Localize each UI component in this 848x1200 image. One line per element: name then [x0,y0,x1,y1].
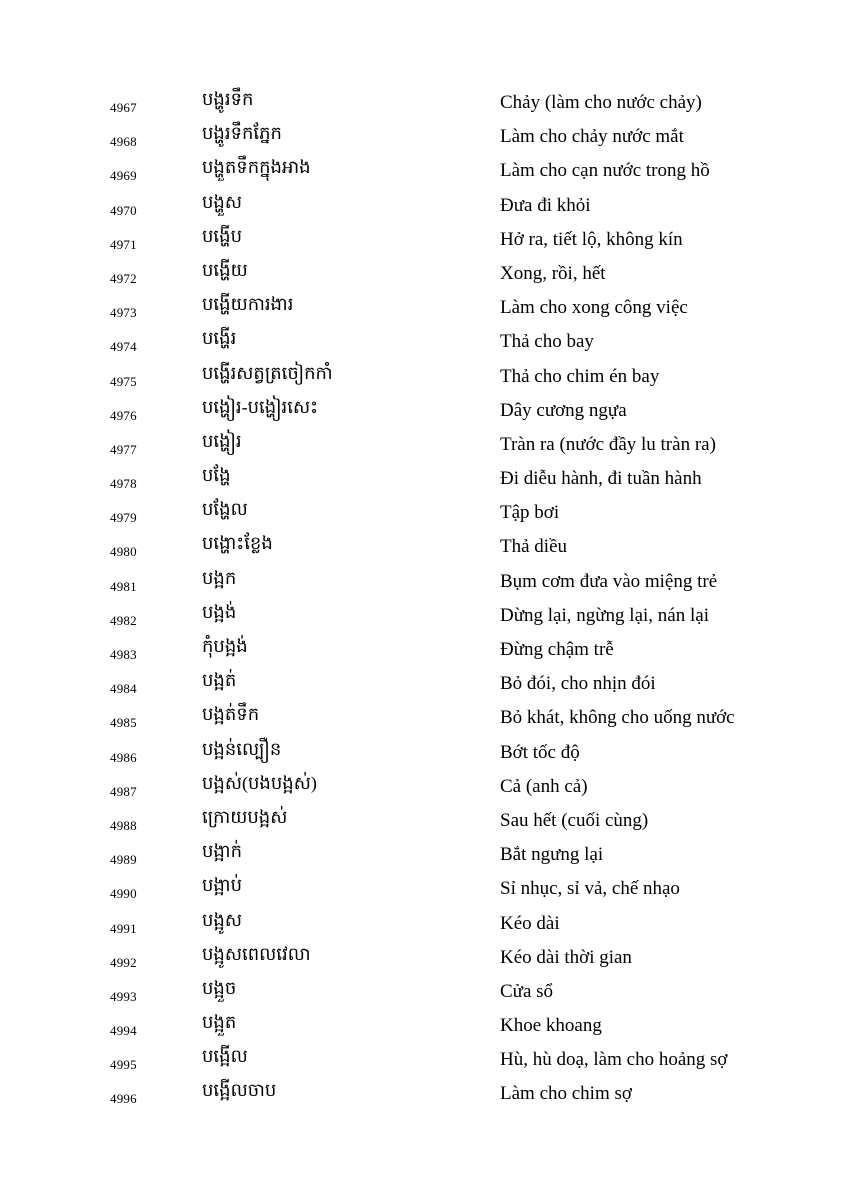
khmer-term: បង្ហែ [202,465,231,486]
entry-number: 4980 [110,544,137,560]
vietnamese-translation: Tập bơi [500,502,560,524]
entry-number: 4968 [110,134,137,150]
entry-number: 4978 [110,476,137,492]
khmer-term: បង្អង់ [202,601,237,622]
entry-number: 4986 [110,749,137,765]
khmer-term: បង្អួត [202,1012,237,1033]
vietnamese-translation: Đưa đi khỏi [500,194,591,216]
khmer-term: បង្ហួស [202,191,242,212]
entry-number: 4990 [110,886,137,902]
vietnamese-translation: Bắt ngưng lại [500,844,604,866]
entry-number: 4984 [110,681,137,697]
vietnamese-translation: Cửa sổ [500,980,554,1002]
vietnamese-translation: Thả cho chim én bay [500,365,660,387]
entry-number: 4971 [110,236,137,252]
entry-number: 4967 [110,100,137,115]
entry-number: 4996 [110,1091,137,1107]
khmer-term: បង្អក [202,567,237,588]
dictionary-entry [0,496,848,530]
khmer-term: ក្រោយបង្អស់ [202,806,288,827]
entry-number: 4976 [110,407,137,423]
vietnamese-translation: Hở ra, tiết lộ, không kín [500,228,683,250]
entry-number: 4983 [110,647,137,662]
vietnamese-translation: Làm cho chim sợ [500,1083,632,1105]
khmer-term: បង្អូស [202,909,242,930]
dictionary-entry [0,838,848,872]
dictionary-entry [0,941,848,975]
dictionary-entry [0,667,848,701]
vietnamese-translation: Bụm cơm đưa vào miệng trẻ [500,570,718,592]
khmer-term: បង្អើលចាប [202,1080,277,1101]
vietnamese-translation: Xong, rồi, hết [500,262,606,284]
dictionary-entry [0,804,848,838]
dictionary-entry [0,1077,848,1111]
vietnamese-translation: Cả (anh cả) [500,775,588,797]
vietnamese-translation: Làm cho cạn nước trong hồ [500,160,710,182]
vietnamese-translation: Tràn ra (nước đầy lu tràn ra) [500,433,716,455]
entry-number: 4993 [110,988,137,1004]
khmer-term: បង្ហោះខ្លែង [202,533,273,554]
dictionary-entry [0,872,848,906]
khmer-term: បង្ហែល [202,499,248,520]
entry-number: 4994 [110,1023,137,1039]
entry-number: 4969 [110,168,137,184]
dictionary-entry [0,770,848,804]
dictionary-entry [0,975,848,1009]
khmer-term: បង្អូសពេលវេលា [202,943,311,964]
dictionary-entry [0,1043,848,1077]
vietnamese-translation: Sỉ nhục, sỉ vả, chế nhạo [500,878,680,900]
khmer-term: បង្ហើរ [202,328,237,349]
vietnamese-translation: Khoe khoang [500,1015,602,1037]
khmer-term: បង្អន់ល្បឿន [202,738,282,759]
dictionary-entry [0,565,848,599]
dictionary-entry [0,325,848,359]
dictionary-entry [0,394,848,428]
dictionary-entry [0,154,848,188]
dictionary-entry [0,1009,848,1043]
khmer-term: បង្អើល [202,1046,248,1067]
khmer-term: បង្ហើប [202,225,242,246]
entry-number: 4987 [110,783,137,799]
vietnamese-translation: Thả cho bay [500,331,594,353]
dictionary-entry [0,86,848,120]
entry-number: 4982 [110,612,137,628]
khmer-term: បង្ហើរសត្វត្រចៀកកាំ [202,362,333,383]
dictionary-entry [0,907,848,941]
entry-number: 4989 [110,852,137,868]
dictionary-entry [0,530,848,564]
vietnamese-translation: Bỏ khát, không cho uống nước [500,707,735,729]
vietnamese-translation: Làm cho chảy nước mắt [500,126,684,148]
vietnamese-translation: Chảy (làm cho nước chảy) [500,92,702,113]
dictionary-entry [0,223,848,257]
dictionary-entry [0,599,848,633]
entry-number: 4985 [110,715,137,731]
entry-number: 4979 [110,510,137,526]
khmer-term: បង្ហើយការងារ [202,294,294,315]
entry-number: 4977 [110,441,137,457]
dictionary-entry [0,291,848,325]
dictionary-entry [0,257,848,291]
entry-number: 4970 [110,202,137,218]
vietnamese-translation: Dừng lại, ngừng lại, nán lại [500,604,709,626]
vietnamese-translation: Đi diễu hành, đi tuần hành [500,468,702,490]
vietnamese-translation: Bớt tốc độ [500,741,580,763]
khmer-term: បង្ហូរទឹកភ្នែក [202,123,282,144]
entry-number: 4981 [110,578,137,594]
vietnamese-translation: Hù, hù doạ, làm cho hoảng sợ [500,1049,728,1071]
khmer-term: បង្អាក់ [202,841,242,862]
dictionary-entry [0,462,848,496]
entry-list [0,86,848,1112]
entry-number: 4973 [110,305,137,321]
entry-number: 4975 [110,373,137,389]
khmer-term: បង្អួច [202,977,237,998]
vietnamese-translation: Kéo dài [500,912,560,934]
dictionary-entry [0,360,848,394]
entry-number: 4991 [110,920,137,936]
khmer-term: បង្ហើយ [202,259,248,280]
khmer-term: បង្ហូរទឹក [202,89,254,109]
vietnamese-translation: Kéo dài thời gian [500,946,632,968]
khmer-term: បង្ហួតទឹកក្នុងអាង [202,157,311,178]
khmer-term: បង្ហៀរ [202,430,242,451]
khmer-term: បង្អាប់ [202,875,242,896]
khmer-term: បង្អត់ទឹក [202,704,260,725]
khmer-term: កុំបង្អង់ [202,636,248,656]
vietnamese-translation: Sau hết (cuối cùng) [500,809,649,831]
entry-number: 4974 [110,339,137,355]
vietnamese-translation: Bỏ đói, cho nhịn đói [500,673,656,695]
entry-number: 4992 [110,954,137,970]
dictionary-entry [0,701,848,735]
khmer-term: បង្អស់(បងបង្អស់) [202,772,317,793]
entry-number: 4988 [110,817,137,833]
vietnamese-translation: Làm cho xong công việc [500,297,688,319]
entry-number: 4995 [110,1057,137,1073]
dictionary-entry [0,189,848,223]
vietnamese-translation: Đừng chậm trễ [500,639,614,660]
khmer-term: បង្ហៀរ-បង្ហៀរសេះ [202,396,319,417]
dictionary-entry [0,736,848,770]
vietnamese-translation: Dây cương ngựa [500,399,627,421]
vietnamese-translation: Thả diều [500,536,568,558]
dictionary-entry [0,633,848,667]
dictionary-entry [0,428,848,462]
khmer-term: បង្អត់ [202,670,237,691]
dictionary-entry [0,120,848,154]
entry-number: 4972 [110,270,137,286]
